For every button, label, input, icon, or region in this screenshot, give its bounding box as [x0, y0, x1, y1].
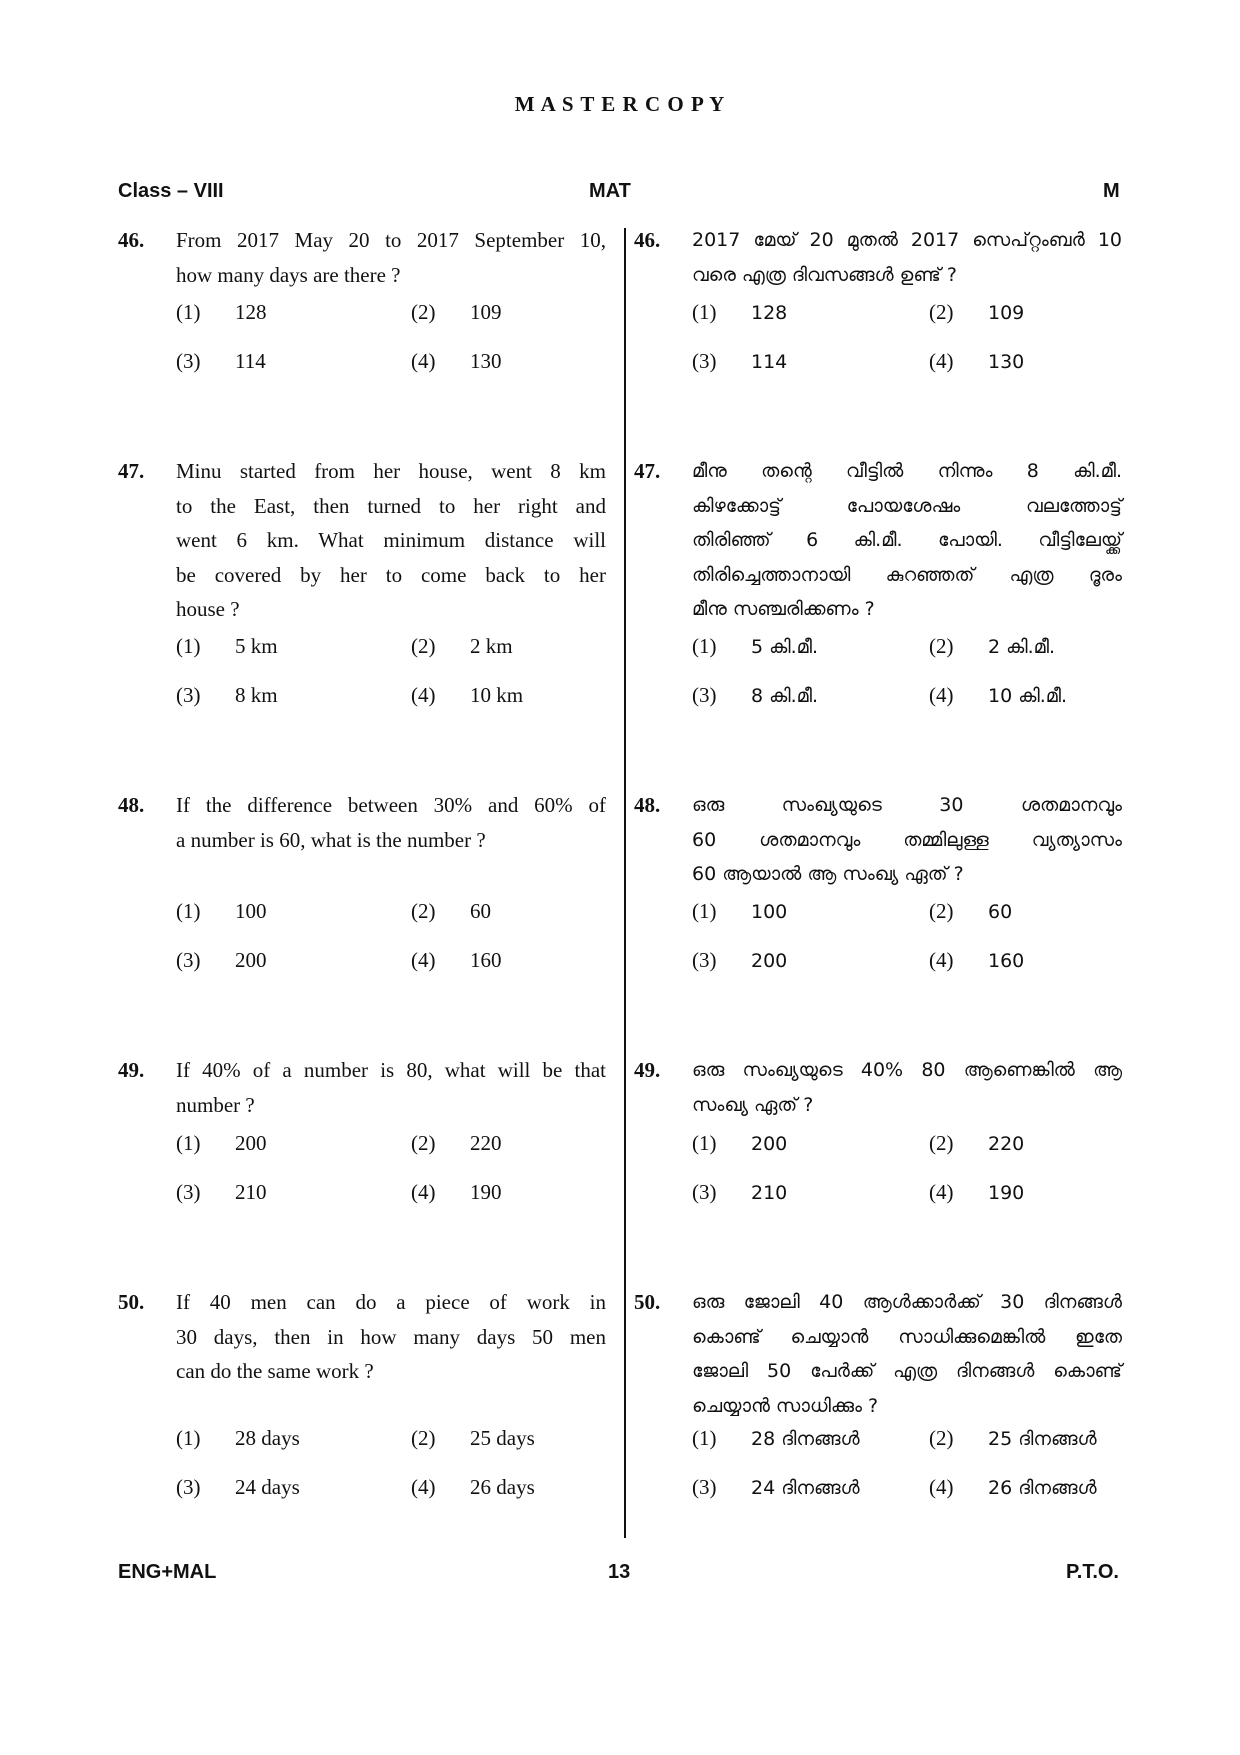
answer-option — [929, 1472, 1097, 1503]
option-value: 109 — [470, 300, 502, 324]
answer-option — [176, 945, 267, 975]
option-number: (3) — [176, 683, 201, 707]
subject-label: MAT — [589, 180, 631, 202]
answer-option — [692, 896, 787, 927]
option-number: (2) — [411, 1131, 436, 1155]
option-number: (3) — [176, 1180, 201, 1204]
question-text-line: number ? — [176, 1092, 255, 1117]
option-value: 220 — [988, 1133, 1025, 1155]
option-value: 25 days — [470, 1426, 535, 1450]
option-number: (2) — [929, 300, 954, 324]
answer-option — [176, 297, 267, 327]
option-value: 28 ദിനങ്ങൾ — [751, 1428, 860, 1450]
answer-option — [929, 896, 1012, 927]
answer-option — [176, 680, 278, 710]
option-value: 100 — [235, 899, 267, 923]
option-number: (3) — [692, 1180, 717, 1204]
question-text-line: to the East, then turned to her right and — [176, 493, 606, 518]
question-text-line: ഒരു ജോലി 40 ആൾക്കാർക്ക് 30 ദിനങ്ങൾ — [692, 1291, 1122, 1313]
option-number: (4) — [929, 948, 954, 972]
question-number: 47. — [118, 459, 145, 483]
question-text-line: If 40 men can do a piece of work in — [176, 1290, 606, 1314]
option-value: 130 — [988, 351, 1025, 373]
question-text-line: 60 ആയാൽ ആ സംഖ്യ ഏത് ? — [692, 863, 964, 885]
option-number: (3) — [176, 1475, 201, 1499]
answer-option — [411, 1177, 502, 1207]
answer-option — [692, 680, 818, 711]
question-number: 48. — [118, 793, 145, 817]
option-number: (4) — [411, 1180, 436, 1204]
option-number: (1) — [692, 1426, 717, 1450]
option-number: (1) — [176, 634, 201, 658]
question-text-line: വരെ എത്ര ദിവസങ്ങൾ ഉണ്ട് ? — [692, 263, 957, 286]
answer-option — [176, 1128, 267, 1158]
option-number: (2) — [411, 899, 436, 923]
question-text-line: can do the same work ? — [176, 1359, 374, 1383]
answer-option — [692, 1423, 860, 1454]
question-text-line: went 6 km. What minimum distance will — [176, 528, 606, 552]
option-value: 109 — [988, 302, 1025, 324]
answer-option — [929, 1177, 1024, 1208]
option-value: 200 — [751, 1133, 788, 1155]
option-number: (4) — [411, 1475, 436, 1499]
option-value: 28 days — [235, 1426, 300, 1450]
option-value: 190 — [470, 1180, 502, 1204]
option-value: 114 — [751, 351, 788, 373]
option-value: 24 days — [235, 1475, 300, 1499]
option-value: 2 km — [470, 634, 513, 658]
question-text-line: മീനു സഞ്ചരിക്കണം ? — [692, 598, 875, 620]
option-number: (2) — [411, 300, 436, 324]
answer-option — [411, 1423, 535, 1453]
question-text-line: മീനു തന്റെ വീട്ടിൽ നിന്നും 8 കി.മീ. — [692, 460, 1122, 482]
master-copy-heading: M A S T E R C O P Y — [514, 92, 726, 116]
question-text-line: how many days are there ? — [176, 262, 401, 287]
option-value: 24 ദിനങ്ങൾ — [751, 1477, 860, 1499]
option-number: (1) — [692, 1131, 717, 1155]
question-text-line: ഒരു സംഖ്യയുടെ 40% 80 ആണെങ്കിൽ ആ — [692, 1059, 1122, 1081]
question-text-line: 60 ശതമാനവും തമ്മിലുള്ള വ്യത്യാസം — [692, 828, 1122, 851]
option-number: (4) — [929, 349, 954, 373]
option-value: 26 days — [470, 1475, 535, 1499]
answer-option — [411, 1128, 502, 1158]
option-number: (3) — [692, 683, 717, 707]
answer-option — [929, 297, 1024, 328]
answer-option — [929, 1423, 1097, 1454]
option-value: 60 — [988, 901, 1013, 923]
option-value: 200 — [235, 948, 267, 972]
option-value: 160 — [988, 950, 1025, 972]
option-value: 128 — [235, 300, 267, 324]
option-number: (2) — [929, 634, 954, 658]
question-number: 48. — [634, 793, 661, 817]
question-number: 49. — [634, 1058, 661, 1082]
question-text-line: സംഖ്യ ഏത് ? — [692, 1093, 814, 1116]
answer-option — [176, 1423, 300, 1453]
answer-option — [692, 631, 818, 662]
option-value: 200 — [235, 1131, 267, 1155]
answer-option — [929, 945, 1024, 976]
question-text-line: തിരിച്ചെത്താനായി കുറഞ്ഞത് എത്ര ദൂരം — [692, 563, 1122, 586]
option-number: (3) — [692, 1475, 717, 1499]
answer-option — [411, 1472, 535, 1502]
question-text-line: a number is 60, what is the number ? — [176, 827, 486, 852]
language-label: ENG+MAL — [118, 1561, 217, 1583]
version-label: M — [1103, 180, 1120, 202]
option-value: 220 — [470, 1131, 502, 1155]
option-value: 2 കി.മീ. — [988, 636, 1055, 658]
question-text-line: Minu started from her house, went 8 km — [176, 459, 606, 483]
answer-option — [929, 631, 1055, 662]
option-number: (4) — [411, 349, 436, 373]
option-number: (2) — [411, 1426, 436, 1450]
option-number: (2) — [929, 899, 954, 923]
question-text-line: ജോലി 50 പേർക്ക് എത്ര ദിനങ്ങൾ കൊണ്ട് — [692, 1360, 1122, 1382]
option-value: 25 ദിനങ്ങൾ — [988, 1428, 1097, 1450]
option-number: (3) — [692, 349, 717, 373]
answer-option — [411, 896, 491, 926]
option-number: (4) — [929, 1180, 954, 1204]
option-value: 100 — [751, 901, 788, 923]
answer-option — [176, 346, 266, 376]
question-number: 49. — [118, 1058, 145, 1082]
option-number: (2) — [929, 1426, 954, 1450]
option-number: (1) — [692, 634, 717, 658]
class-label: Class – VIII — [118, 180, 224, 202]
option-value: 8 km — [235, 683, 278, 707]
option-value: 114 — [235, 349, 266, 373]
option-value: 210 — [235, 1180, 267, 1204]
question-number: 47. — [634, 459, 661, 483]
option-number: (3) — [176, 349, 201, 373]
answer-option — [411, 631, 513, 661]
answer-option — [692, 1128, 787, 1159]
option-value: 8 കി.മീ. — [751, 685, 818, 707]
option-number: (3) — [692, 948, 717, 972]
option-value: 5 km — [235, 634, 278, 658]
option-value: 128 — [751, 302, 788, 324]
question-text-line: ഒരു സംഖ്യയുടെ 30 ശതമാനവും — [692, 794, 1122, 816]
answer-option — [692, 1472, 860, 1503]
question-number: 50. — [634, 1290, 661, 1314]
option-number: (2) — [929, 1131, 954, 1155]
answer-option — [411, 346, 502, 376]
option-number: (1) — [176, 1426, 201, 1450]
answer-option — [929, 346, 1024, 377]
option-number: (1) — [692, 899, 717, 923]
question-text-line: If the difference between 30% and 60% of — [176, 793, 606, 817]
question-text-line: 30 days, then in how many days 50 men — [176, 1324, 606, 1349]
answer-option — [176, 896, 267, 926]
question-text-line: കിഴക്കോട്ട് പോയശേഷം വലത്തോട്ട് — [692, 494, 1122, 517]
option-value: 200 — [751, 950, 788, 972]
answer-option — [929, 1128, 1024, 1159]
question-number: 46. — [634, 228, 661, 252]
answer-option — [411, 297, 502, 327]
option-number: (1) — [176, 300, 201, 324]
answer-option — [176, 1472, 300, 1502]
answer-option — [176, 631, 278, 661]
option-value: 130 — [470, 349, 502, 373]
option-number: (4) — [929, 1475, 954, 1499]
option-number: (3) — [176, 948, 201, 972]
pto-label: P.T.O. — [1066, 1561, 1119, 1583]
question-number: 46. — [118, 228, 145, 252]
answer-option — [692, 945, 787, 976]
question-text-line: കൊണ്ട് ചെയ്യാൻ സാധിക്കുമെങ്കിൽ ഇതേ — [692, 1325, 1122, 1348]
option-value: 60 — [470, 899, 491, 923]
answer-option — [692, 1177, 787, 1208]
question-text-line: be covered by her to come back to her — [176, 562, 606, 587]
option-number: (4) — [411, 948, 436, 972]
option-number: (1) — [176, 899, 201, 923]
question-text-line: 2017 മേയ് 20 മുതൽ 2017 സെപ്റ്റംബർ 10 — [692, 229, 1122, 251]
column-divider — [624, 228, 626, 1538]
page-number: 13 — [608, 1561, 631, 1583]
option-value: 190 — [988, 1182, 1025, 1204]
option-number: (4) — [929, 683, 954, 707]
option-number: (2) — [411, 634, 436, 658]
option-value: 10 km — [470, 683, 524, 707]
option-value: 5 കി.മീ. — [751, 636, 818, 658]
option-value: 10 കി.മീ. — [988, 685, 1068, 707]
question-text-line: If 40% of a number is 80, what will be that — [176, 1058, 606, 1082]
option-number: (1) — [692, 300, 717, 324]
option-number: (1) — [176, 1131, 201, 1155]
answer-option — [411, 945, 502, 975]
question-text-line: house ? — [176, 597, 240, 621]
option-value: 160 — [470, 948, 502, 972]
question-text-line: ചെയ്യാൻ സാധിക്കും ? — [692, 1394, 879, 1417]
question-number: 50. — [118, 1290, 145, 1314]
question-text-line: തിരിഞ്ഞ് 6 കി.മീ. പോയി. വീട്ടിലേയ്ക്ക് — [692, 529, 1122, 551]
option-value: 26 ദിനങ്ങൾ — [988, 1477, 1097, 1499]
answer-option — [929, 680, 1067, 711]
answer-option — [176, 1177, 267, 1207]
answer-option — [411, 680, 523, 710]
question-text-line: From 2017 May 20 to 2017 September 10, — [176, 228, 606, 252]
answer-option — [692, 297, 787, 328]
option-value: 210 — [751, 1182, 788, 1204]
option-number: (4) — [411, 683, 436, 707]
answer-option — [692, 346, 787, 377]
